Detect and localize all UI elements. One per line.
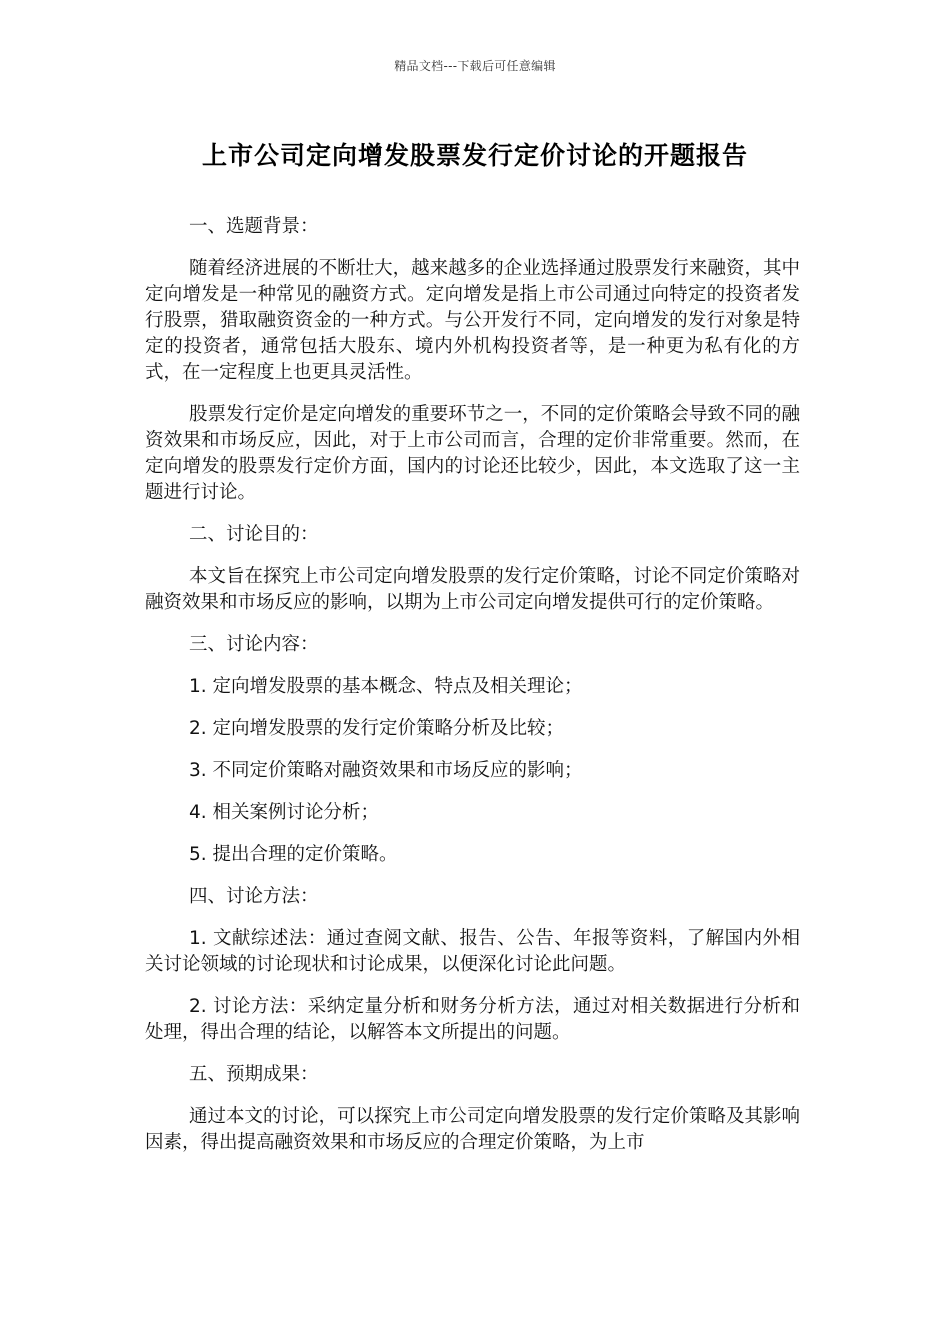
section-heading-method: 四、讨论方法： — [189, 886, 319, 907]
content-list-item: 5. 提出合理的定价策略。 — [189, 844, 398, 865]
content-list-item: 4. 相关案例讨论分析； — [189, 802, 380, 823]
paragraph-background-2: 股票发行定价是定向增发的重要环节之一，不同的定价策略会导致不同的融资效果和市场反应，因此，对于上市公司而言，合理的定价非常重要。然而，在定向增发的股票发行定价方面，国内的讨论还比较少，因此，本文选取了这一主题进行讨论。 — [145, 404, 800, 503]
method-list-item: 1. 文献综述法：通过查阅文献、报告、公告、年报等资料，了解国内外相关讨论领域的讨论现状和讨论成果，以便深化讨论此问题。 — [145, 928, 800, 975]
content-list-item: 2. 定向增发股票的发行定价策略分析及比较； — [189, 718, 565, 739]
method-list-item: 2. 讨论方法：采纳定量分析和财务分析方法，通过对相关数据进行分析和处理，得出合理的结论，以解答本文所提出的问题。 — [145, 996, 800, 1043]
document-body — [145, 214, 800, 1172]
content-list-item: 3. 不同定价策略对融资效果和市场反应的影响； — [189, 760, 583, 781]
content-list-item: 1. 定向增发股票的基本概念、特点及相关理论； — [189, 676, 583, 697]
paragraph-background-1: 随着经济进展的不断壮大，越来越多的企业选择通过股票发行来融资，其中定向增发是一种常见的融资方式。定向增发是指上市公司通过向特定的投资者发行股票，猎取融资资金的一种方式。与公开发行不同，定向增发的发行对象是特定的投资者，通常包括大股东、境内外机构投资者等，是一种更为私有化的方式，在一定程度上也更具灵活性。 — [145, 258, 800, 383]
section-heading-background: 一、选题背景： — [189, 216, 319, 237]
paragraph-outcomes: 通过本文的讨论，可以探究上市公司定向增发股票的发行定价策略及其影响因素，得出提高融资效果和市场反应的合理定价策略，为上市 — [145, 1106, 800, 1153]
document-title: 上市公司定向增发股票发行定价讨论的开题报告 — [201, 141, 748, 170]
section-heading-content: 三、讨论内容： — [189, 634, 319, 655]
paragraph-purpose: 本文旨在探究上市公司定向增发股票的发行定价策略，讨论不同定价策略对融资效果和市场反应的影响，以期为上市公司定向增发提供可行的定价策略。 — [145, 566, 800, 613]
section-heading-outcomes: 五、预期成果： — [189, 1064, 319, 1085]
section-heading-purpose: 二、讨论目的： — [189, 524, 319, 545]
header-note: 精品文档---下载后可任意编辑 — [394, 59, 556, 73]
